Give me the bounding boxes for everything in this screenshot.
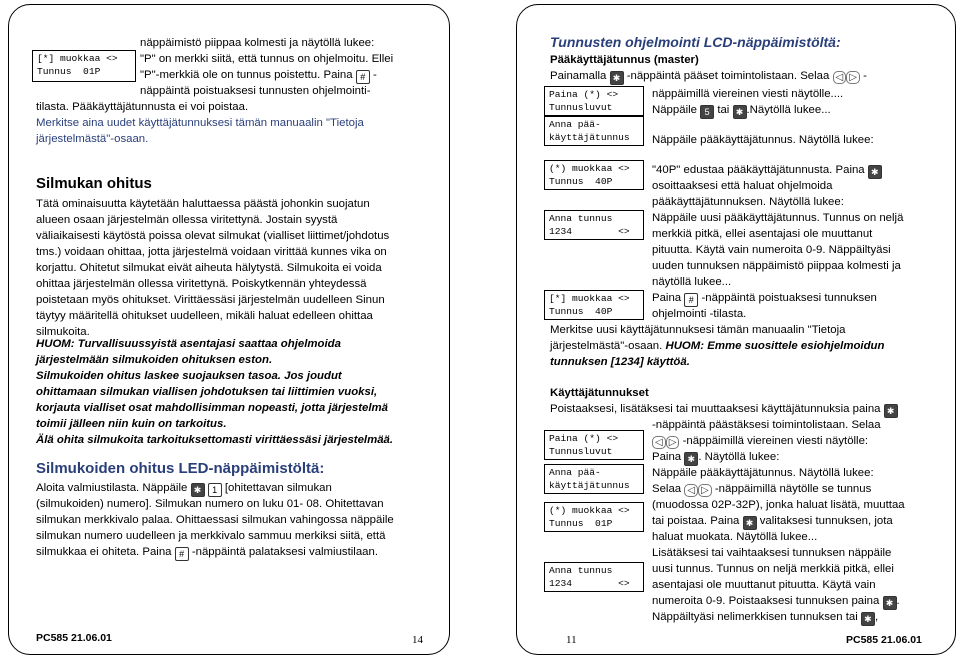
star-key-icon: ✱ — [883, 596, 897, 610]
text-line: järjestelmästä"-osaan. HUOM: Emme suosittele esiohjelmoidun — [550, 340, 885, 352]
warning-line: Älä ohita silmukoita tarkoituksettomasti virittäessäsi järjestelmää. — [36, 434, 394, 446]
text-line: korjattu. Ohitetut silmukat eivät aiheuta hälytystä. Silmukoita ei voida — [36, 262, 382, 274]
text-line: tai poistaa. Paina ✱ valitaksesi tunnuksen, jota — [652, 515, 893, 528]
warning-line: korjauta vialliset osat mahdollisimman nopeasti, jotta järjestelmä — [36, 402, 388, 414]
text-line: osoittaaksesi että haluat ohjelmoida — [652, 180, 833, 192]
warning-line: toimii jälleen niin kuin on tarkoitus. — [36, 418, 227, 430]
text-line: Selaa ◁ ▷ -näppäimillä näytölle se tunnus — [652, 483, 872, 496]
text-line: pääkäyttäjätunnuksen. Näytöllä lukee: — [652, 196, 844, 208]
star-key-icon: ✱ — [884, 404, 898, 418]
text-line: numeroita 0-9. Poistaaksesi tunnuksen paina ✱ . — [652, 595, 900, 608]
scroll-right-icon: ▷ — [666, 436, 680, 449]
text-line: Aloita valmiustilasta. Näppäile ✱ 1 [ohitettavan silmukan — [36, 482, 332, 495]
lcd-display: [*] muokkaa <> Tunnus 40P — [544, 290, 644, 320]
star-key-icon: ✱ — [743, 516, 757, 530]
text-line: alueen osaan järjestelmän ollessa viritettynä. Jostain syystä — [36, 214, 338, 226]
text-line: uusi tunnus. Tunnus on neljä merkkiä pitkä, ellei — [652, 563, 894, 575]
text-line: ohittaa järjestelmän ollessa viritettynä. Poiskytkennän yhteydessä — [36, 278, 367, 290]
scroll-right-icon: ▷ — [846, 71, 860, 84]
lcd-display: Paina (*) <> Tunnusluvut — [544, 86, 644, 116]
text-line: "P" on merkki siitä, että tunnus on ohjelmoitu. Ellei — [140, 53, 394, 65]
text-line: Lisätäksesi tai vaihtaaksesi tunnuksen näppäile — [652, 547, 892, 559]
subheading: Käyttäjätunnukset — [550, 387, 649, 399]
lcd-display: (*) muokkaa <> Tunnus 01P — [544, 502, 644, 532]
section-heading: Silmukoiden ohitus LED-näppäimistöltä: — [36, 460, 325, 477]
text-line: Paina # -näppäintä poistuaksesi tunnuksen — [652, 292, 877, 305]
hash-key-icon: # — [684, 293, 698, 307]
text-line: Näppäiltyäsi nelimerkkisen tunnuksen tai ✱ , — [652, 611, 879, 624]
scroll-left-icon: ◁ — [833, 71, 847, 84]
lcd-display: (*) muokkaa <> Tunnus 40P — [544, 160, 644, 190]
text-line: merkkiä pitkä, ellei asentajasi ole muuttanut — [652, 228, 873, 240]
footer-code: PC585 21.06.01 — [36, 632, 112, 644]
lcd-display: Anna tunnus 1234 <> — [544, 562, 644, 592]
lcd-display: [*] muokkaa <> Tunnus 01P — [32, 50, 136, 82]
text-line: (muodossa 02P-32P), jonka haluat lisätä, muuttaa — [652, 499, 905, 511]
text-line: ◁ ▷ -näppäimillä viereinen viesti näytölle: — [652, 433, 868, 449]
five-key-icon: 5 — [700, 105, 714, 119]
star-key-icon: ✱ — [610, 71, 624, 85]
one-key-icon: 1 — [208, 483, 222, 497]
warning-line: Silmukoiden ohitus laskee suojauksen tasoa. Jos joudut — [36, 370, 342, 382]
text-line: täytyy määritellä ohitukset uudelleen, mikäli haluat edelleen ohittaa — [36, 310, 373, 322]
text-line: "40P" edustaa pääkäyttäjätunnusta. Paina ✱ — [652, 162, 882, 179]
star-key-icon: ✱ — [868, 165, 882, 179]
hash-key-icon: # — [356, 70, 370, 84]
lcd-display: Anna pää- käyttäjätunnus — [544, 116, 644, 146]
text-line: tilasta. Pääkäyttäjätunnusta ei voi poistaa. — [36, 101, 249, 113]
text-line: tunnuksen [1234] käyttöä. — [550, 356, 690, 368]
text-line: asentajasi ole muuttanut pituutta. Käytä vain — [652, 579, 876, 591]
text-line: silmukoita. — [36, 326, 90, 338]
star-key-icon: ✱ — [861, 612, 875, 626]
page-number: 11 — [566, 634, 577, 646]
text-line: Näppäile pääkäyttäjätunnus. Näytöllä lukee: — [652, 467, 874, 479]
text-line: Merkitse uusi käyttäjätunnuksesi tämän manuaalin "Tietoja — [550, 324, 846, 336]
hash-key-icon: # — [175, 547, 189, 561]
text-line: Näppäile pääkäyttäjätunnus. Näytöllä lukee: — [652, 134, 874, 146]
text-line: pituutta. Käytä vain numeroita 0-9. Näppäiltyäsi — [652, 244, 891, 256]
text-line: näppäintä poistuaksesi tunnusten ohjelmointi- — [140, 85, 371, 97]
text-line: Näppäile uusi pääkäyttäjätunnus. Tunnus on neljä — [652, 212, 904, 224]
text-line: näytöllä lukee... — [652, 276, 732, 288]
text-line: silmukan numero uudelleen ja merkkivalo sammuu merkiksi siitä, että — [36, 530, 386, 542]
lcd-display: Anna tunnus 1234 <> — [544, 210, 644, 240]
text-line: (silmukoiden) numero]. Silmukan numero on luku 01- 08. Ohitettavan — [36, 498, 384, 510]
text-line: Näppäile 5 tai ✱ .Näytöllä lukee... — [652, 104, 831, 117]
text-line: Painamalla ✱ -näppäintä pääset toimintolistaan. Selaa ◁ ▷ - — [550, 70, 867, 83]
text-line: Poistaaksesi, lisätäksesi tai muuttaaksesi käyttäjätunnuksia paina ✱ — [550, 401, 898, 418]
star-key-icon: ✱ — [733, 105, 747, 119]
warning-line: järjestelmään silmukoiden ohituksen eston. — [36, 354, 273, 366]
scroll-left-icon: ◁ — [652, 436, 666, 449]
text-line: Paina ✱ . Näytöllä lukee: — [652, 451, 780, 464]
subheading: Pääkäyttäjätunnus (master) — [550, 54, 699, 66]
star-key-icon: ✱ — [684, 452, 698, 466]
text-line: "P"-merkkiä ole on tunnus poistettu. Paina # - — [140, 69, 377, 82]
scroll-right-icon: ▷ — [698, 484, 712, 497]
note-line: järjestelmästä"-osaan. — [36, 133, 149, 145]
section-heading: Silmukan ohitus — [36, 175, 152, 192]
note-line: Merkitse aina uudet käyttäjätunnuksesi tämän manuaalin "Tietoja — [36, 117, 364, 129]
footer-code: PC585 21.06.01 — [846, 634, 922, 646]
star-key-icon: ✱ — [191, 483, 205, 497]
text-line: ohjelmointi -tilasta. — [652, 308, 747, 320]
text-line: näppäimistö piippaa kolmesti ja näytöllä lukee: — [140, 37, 375, 49]
lcd-display: Anna pää- käyttäjätunnus — [544, 464, 644, 494]
warning-line: HUOM: Turvallisuussyistä asentajasi saattaa ohjelmoida — [36, 338, 341, 350]
lcd-display: Paina (*) <> Tunnusluvut — [544, 430, 644, 460]
text-line: -näppäintä päästäksesi toimintolistaan. Selaa — [652, 419, 881, 431]
text-line: Tätä ominaisuutta käytetään haluttaessa päästä johonkin suojatun — [36, 198, 370, 210]
text-line: tms.) voidaan ohittaa, jotta järjestelmä voidaan virittää kunnes vika on — [36, 246, 387, 258]
text-line: silmukkaa ei ohiteta. Paina # -näppäintä palataksesi valmiustilaan. — [36, 546, 378, 559]
text-line: väliaikaisesti käytöstä poissa olevat silmukat (vialliset liittimet/johdotus — [36, 230, 390, 242]
text-line: uuden tunnuksen näppäimistö piippaa kolmesti ja — [652, 260, 901, 272]
section-heading: Tunnusten ohjelmointi LCD-näppäimistöltä: — [550, 34, 841, 50]
warning-line: ohittamaan silmukan viallisen johdotuksen tai liittimien vuoksi, — [36, 386, 378, 398]
text-line: näppäimillä viereinen viesti näytölle.... — [652, 88, 844, 100]
text-line: haluat muokata. Näytöllä lukee... — [652, 531, 818, 543]
text-line: silmukan merkkivalo palaa. Ohittaessasi silmukan vahingossa näppäile — [36, 514, 394, 526]
text-line: poistetaan myös ohitukset. Virittäessäsi järjestelmän uudelleen Sinun — [36, 294, 385, 306]
page-number: 14 — [412, 634, 423, 646]
scroll-left-icon: ◁ — [684, 484, 698, 497]
